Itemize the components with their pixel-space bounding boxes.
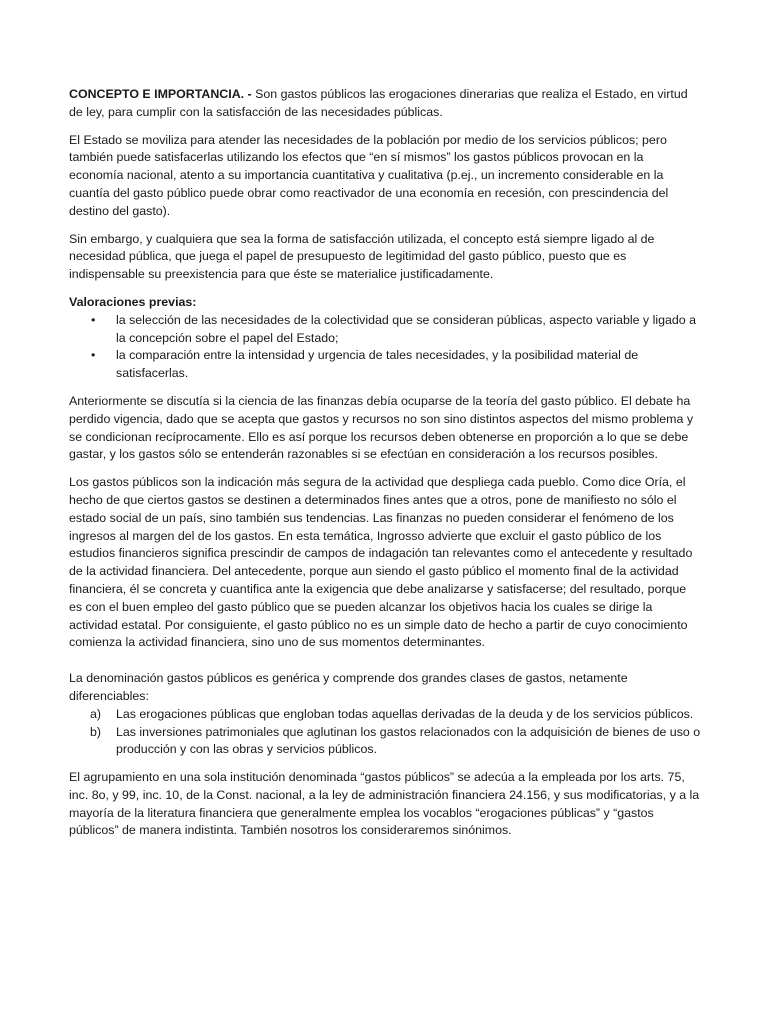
list-item xyxy=(69,312,701,348)
list-marker: a) xyxy=(90,706,102,721)
list-item-text: la selección de las necesidades de la colectividad que se consideran públicas, aspecto variable y ligado a la concepción sobre el papel del Estado; xyxy=(116,312,696,345)
list-marker: b) xyxy=(90,724,102,739)
list-item-text: Las erogaciones públicas que engloban todas aquellas derivadas de la deuda y de los servicios públicos. xyxy=(116,706,694,721)
valoraciones-heading: Valoraciones previas: xyxy=(69,294,197,309)
paragraph-agrupamiento: El agrupamiento en una sola institución denominada “gastos públicos” se adecúa a la empleada por los arts. 75, inc. 8o, y 99, inc. 10, de la Const. nacional, a la ley de administración financiera 24.156, y sus modificatorias, y a la mayoría de la literatura financiera que generalmente emplea los vocablos “erogaciones públicas” y “gastos públicos” de manera indistinta. También nosotros los consideraremos sinónimos. xyxy=(69,770,700,838)
valoraciones-list xyxy=(69,312,701,383)
bullet-marker: • xyxy=(91,312,96,327)
paragraph-sin-embargo: Sin embargo, y cualquiera que sea la forma de satisfacción utilizada, el concepto está siempre ligado al de necesidad pública, que juega el papel de presupuesto de legitimidad del gasto público, puesto que es indispensable su preexistencia para que éste se materialice justificadamente. xyxy=(69,231,655,282)
list-item xyxy=(69,706,701,724)
paragraph-estado: El Estado se moviliza para atender las necesidades de la población por medio de los servicios públicos; pero también puede satisfacerlas utilizando los efectos que “en sí mismos” los gastos públicos provocan en la economía nacional, atento a su importancia cuantitativa y cualitativa (p.ej., un incremento considerable en la cuantía del gasto público puede obrar como reactivador de una economía en recesión, con prescindencia del destino del gasto). xyxy=(69,132,669,218)
paragraph-denominacion: La denominación gastos públicos es genérica y comprende dos grandes clases de gastos, netamente diferenciables: xyxy=(69,671,628,703)
section-title: CONCEPTO E IMPORTANCIA. - xyxy=(69,87,252,101)
bullet-marker: • xyxy=(91,348,96,363)
document-page xyxy=(69,86,701,850)
intro-text: Son gastos públicos las erogaciones dinerarias que realiza el Estado, en virtud de ley, para cumplir con la satisfacción de las necesidades públicas. xyxy=(69,87,688,119)
intro-paragraph xyxy=(69,86,701,122)
list-item-text: Las inversiones patrimoniales que aglutinan los gastos relacionados con la adquisición de bienes de uso o producción y con las obras y servicios públicos. xyxy=(116,724,701,757)
clases-list xyxy=(69,706,701,759)
list-item-text: la comparación entre la intensidad y urgencia de tales necesidades, y la posibilidad material de satisfacerlas. xyxy=(116,348,639,381)
paragraph-gastos-publicos: Los gastos públicos son la indicación más segura de la actividad que despliega cada pueblo. Como dice Oría, el hecho de que ciertos gastos se destinen a determinados fines antes que a otros, pone de manifiesto no sólo el estado social de un país, sino también sus tendencias. Las finanzas no pueden considerar el fenómeno de los ingresos al margen del de los gastos. En esta temática, Ingrosso advierte que excluir el gasto público de los estudios financieros significa prescindir de campos de indagación tan relevantes como el antecedente y resultado de la actividad financiera. Del antecedente, porque aun siendo el gasto público el momento final de la actividad financiera, él se concreta y cuantifica ante la exigencia que debe analizarse y satisfacerse; del resultado, porque es con el buen empleo del gasto público que se pueden alcanzar los objetivos hacia los cuales se dirige la actividad estatal. Por consiguiente, el gasto público no es un simple dato de hecho a partir de cuyo conocimiento comienza la actividad financiera, sino uno de sus momentos determinantes. xyxy=(69,475,693,650)
list-item xyxy=(69,347,701,383)
list-item xyxy=(69,724,701,760)
paragraph-anteriormente: Anteriormente se discutía si la ciencia de las finanzas debía ocuparse de la teoría del gasto público. El debate ha perdido vigencia, dado que se acepta que gastos y recursos no son sino distintos aspectos del mismo problema y se condicionan recíprocamente. Ello es así porque los recursos deben obtenerse en proporción a lo que se debe gastar, y los gastos sólo se entenderán razonables si se efectúan en consideración a los recursos posibles. xyxy=(69,393,694,462)
